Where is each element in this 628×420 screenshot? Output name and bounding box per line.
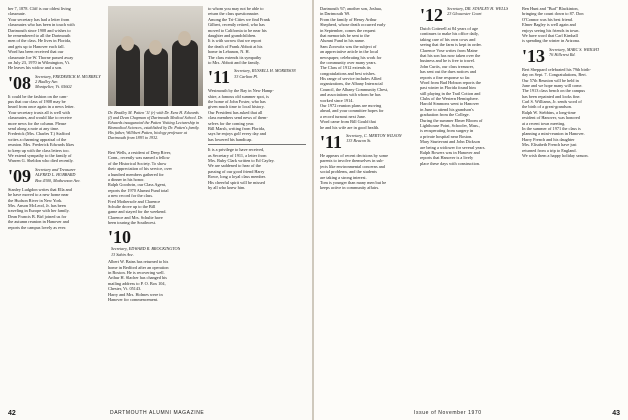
text-line: reports the 1970 Alumni Fund total — [108, 187, 169, 193]
text-line: Hanover for commencement. — [108, 296, 159, 302]
text-block — [208, 88, 306, 142]
text-line: Our 57th Reunion will be held in — [522, 77, 579, 83]
text-line: class members send news of them- — [208, 115, 268, 121]
text-line: is recuperating from surgery in — [420, 128, 474, 134]
text-line: a new record for the class. — [108, 193, 154, 199]
text-line: resident of Hanover, was honored — [522, 115, 580, 121]
text-line: in Dartmouth '69. — [320, 11, 351, 17]
text-line: Warren G. Sheldon who died recently. — [8, 158, 74, 164]
text-line: Clarence Vose writes from Maine — [420, 47, 478, 53]
text-line: It is a privilege to have received, — [208, 147, 265, 153]
text-line: Among the Tri-Cities we find Frank — [208, 16, 270, 22]
text-line: in September, comes the request — [320, 27, 376, 33]
text-line: Harry French and his daughter — [522, 136, 575, 142]
text-line: a dinner in his honor. — [108, 176, 145, 182]
text-line: home in Lebanon, N. H. — [208, 49, 250, 55]
text-line: We wish them a happy holiday season. — [522, 152, 589, 158]
text-line: Westmouth by the Bay in New Hamp- — [208, 88, 274, 94]
text-line: Dutch Cotterell at 84 years of age — [420, 26, 478, 31]
text-line: more news for the column. Please — [8, 120, 67, 126]
text-line: the autumn reunion in Hanover and — [8, 219, 69, 225]
text-line: It could be the fashion on the cam- — [8, 93, 68, 99]
text-line: Shepherd, whose death occurred early — [320, 22, 386, 28]
text-line: to whom you may not be able to — [208, 6, 264, 11]
text-line: Elmer Bagley is well again and — [522, 22, 576, 28]
class-11-addr: 33 Carlton Pl. — [234, 73, 259, 79]
text-line: Your secretary trusts all is well with — [8, 109, 70, 115]
text-line: reports the campus lovely as ever. — [8, 224, 67, 230]
text-line: past winter in Florida found him — [420, 85, 476, 91]
text-line: ber 7, 1878. Cliff is our oldest living — [8, 6, 71, 11]
text-line: keeps active in community affairs. — [320, 185, 380, 191]
text-line: return the class questionnaire. — [208, 11, 260, 17]
text-line: Conn., recently was named a fellow — [108, 155, 170, 161]
text-line: their appreciation of his service, over — [108, 166, 172, 172]
text-line: reports that Hanover is a lively — [420, 155, 474, 161]
text-line: send along a note at any time. — [8, 126, 60, 132]
text-line: a private hospital near Boston. — [420, 133, 473, 139]
text-line: Our 1972 reunion plans are moving — [320, 103, 382, 109]
text-line: on July 23, 1970 in Wilmington, Vt. — [8, 59, 71, 65]
text-line: given much time to local history. — [208, 104, 265, 110]
text-line: at a recent town meeting. — [522, 120, 566, 126]
text-line: Mrs. Elisabeth French have just — [522, 142, 577, 148]
text-line: be remembered to all the Dartmouth — [8, 32, 71, 38]
text-line: classmate. — [8, 11, 26, 17]
class-heading-12: '12 — [420, 6, 444, 25]
text-line: mailing address to P. O. Box 104, — [108, 280, 166, 286]
class-09-secretary: Secretary and Treasurer — [35, 166, 76, 172]
text-line: Fred Mothersole and Clarence — [108, 198, 161, 204]
text-line: Arthur H. Slacher has changed his — [108, 275, 167, 281]
text-line: Ben Hunt and "Bud" Blackinton, — [522, 6, 579, 11]
text-line: The class extends its sympathy — [208, 54, 262, 60]
text-line: day on Sept. 7. Congratulations, Bert. — [522, 72, 587, 78]
text-line: he have moved to a new home near — [8, 192, 69, 198]
text-line: reports a fine response so far. — [420, 74, 471, 80]
text-line: are being a widower for several years. — [420, 144, 486, 150]
photo-figure-left — [116, 44, 140, 106]
text-block — [522, 67, 622, 126]
text-line: men of the class. He lives in Florida, — [8, 38, 72, 44]
photo-caption: Dr. Bradley M. Patten '11 (r) with Dr. Ezra H. Edwards (l) and Dean Chapman of Dartmouth Medical School. Dr. Edwards inaugurated the Patten Visiting Lectureship in Biomedical Sciences, established by Dr. Patten's family. His father, Willibert Patten, biology professor at Dartmouth from 1893 to 1932. — [108, 110, 203, 140]
text-line: June and we hope many will come. — [522, 82, 583, 88]
text-line: returned from a trip to England. — [522, 147, 577, 153]
text-block — [8, 187, 104, 230]
photo-head-left — [121, 36, 134, 51]
text-line: From the family of Henry Arthur — [320, 16, 377, 22]
right-footer: Issue of November 1970 — [414, 410, 482, 416]
right-column-1 — [320, 6, 416, 406]
text-line: classmate Joe W. Thorne passed away — [8, 54, 74, 60]
text-line: to keep up with the class letters too. — [8, 147, 70, 153]
class-11-secretary: Secretary, RUSSELL H. MORRISON — [234, 68, 296, 74]
text-line: Schulte drove up to the Bill — [108, 203, 156, 209]
text-line: Our President has asked that all — [208, 109, 263, 115]
text-line: pus that our class of 1908 may be — [8, 99, 66, 105]
text-line: Dean Francis B. Birl joined us for — [8, 213, 67, 219]
text-line: Harold Simmons went to Hanover — [420, 101, 479, 107]
right-folio: 43 — [612, 410, 620, 417]
text-block — [208, 147, 306, 190]
left-folio: 42 — [8, 410, 16, 417]
text-line: Stanley Ludgdon writes that Ella and — [8, 186, 72, 192]
class-12-secretary: Secretary, DR. STANLEY H. WELLS — [447, 6, 509, 11]
text-line: enjoys seeing his friends in town. — [522, 27, 580, 33]
text-line: The 1913 class bench on the campus — [522, 88, 586, 94]
right-column-3 — [522, 6, 622, 406]
text-line: Ralph W. Stebbins, a long-time — [522, 109, 576, 115]
text-line: has been repainted and looks fine. — [522, 93, 581, 99]
text-line: moved to California to be near his — [208, 27, 267, 33]
text-line: in June to attend his grandson's — [420, 106, 474, 112]
text-line: Ralph Bowers was in Hanover and — [420, 149, 480, 155]
text-line: Mary Sturtevant and John Dickson — [420, 139, 480, 145]
text-line: that memorials be sent to the — [320, 32, 370, 38]
class-11b-secretary: Secretary, C. MERTON WILSON — [346, 132, 402, 138]
text-line: Mrs. Anson McLeod, Jr. has been — [8, 202, 66, 208]
class-11b-addr: 133 Beacon St. — [346, 138, 372, 144]
class-heading-10: '10 — [108, 227, 132, 248]
text-line: of the Historical Society. To show — [108, 160, 167, 166]
class-08-addr1: 2 Hadley Ave. — [35, 79, 59, 85]
text-line: the home of John Foster, who has — [208, 99, 266, 105]
text-line: Albert W. Bains has returned to his — [108, 259, 169, 265]
text-line: His range of service includes Allied — [320, 76, 382, 82]
text-line: shire, a famous old summer spot, is — [208, 93, 269, 99]
left-column-2 — [108, 150, 203, 405]
text-line: Rowe, long a loyal class member. — [208, 174, 266, 180]
text-line: a record turnout next June. — [320, 113, 366, 119]
text-line: the death of Frank Abbott at his — [208, 43, 263, 49]
left-footer: DARTMOUTH ALUMNI MAGAZINE — [110, 410, 205, 416]
text-line: Dartmouth since 1908 and wishes to — [8, 27, 71, 33]
class-heading-09: '09 — [8, 165, 32, 186]
text-line: ahead, and your committee hopes for — [320, 108, 384, 114]
text-line: organizations, the Albany Interracial — [320, 81, 383, 87]
text-block — [8, 94, 104, 164]
text-line: Frederick (Mrs. Charles T.) Stafford — [8, 131, 71, 137]
photo-head-center — [149, 40, 162, 55]
class-13-addr: 76 Hillcrest Rd. — [549, 52, 576, 58]
text-line: Mrs. Ruby Clark written to Ed Cayley. — [208, 157, 275, 163]
class-heading-13: '13 — [522, 45, 546, 66]
text-line: Alumni Fund in his name. — [320, 38, 365, 44]
text-line: and gets up to Hanover each fall. — [8, 43, 65, 49]
text-line: newspaper, celebrating his work for — [320, 54, 382, 60]
text-line: to Mrs. Abbott and the family. — [208, 59, 260, 65]
text-line: has lowered his handicap. — [208, 136, 253, 142]
text-line: Clubs of the Western Hemisphere. — [420, 96, 479, 102]
text-line: His cheerful spirit will be missed — [208, 179, 265, 185]
text-line: a hundred members gathered for — [108, 171, 164, 177]
text-line: We are saddened to hear of the — [208, 163, 261, 169]
text-line: home in Bedford after an operation — [108, 264, 169, 270]
class-08-addr2: Montpelier, Vt. 05602 — [35, 84, 72, 90]
text-line: Sam Zorowitz was the subject of — [320, 43, 377, 49]
text-block — [420, 26, 518, 80]
text-block — [108, 150, 203, 225]
column-rule — [208, 144, 306, 145]
text-block — [108, 259, 203, 302]
text-line: selves for the coming year. — [208, 120, 255, 126]
text-line: worked since 1914. — [320, 97, 354, 103]
text-line: Gilbert, recently retired, who has — [208, 22, 265, 28]
text-line: an appreciative article in the local — [320, 49, 379, 55]
text-line: has sent out the dues notices and — [420, 69, 477, 75]
text-line: parents to involve themselves in sub- — [320, 158, 384, 164]
text-line: Ralph Goodwin, our Class Agent, — [108, 182, 167, 188]
text-line: It is with sorrow that we report — [208, 38, 262, 44]
text-line: still playing in the Trail Cotton and — [420, 90, 481, 96]
class-10-secretary: Secretary, EDWARD R. BROCKINGTON — [111, 246, 181, 252]
text-line: We extend sympathy to the family of — [8, 152, 72, 158]
text-line: congratulations and best wishes. — [320, 70, 376, 76]
text-line: business and he is free to travel. — [420, 58, 476, 64]
text-block — [522, 126, 622, 158]
text-block — [8, 6, 104, 71]
text-line: is spending the winter in Arizona. — [522, 38, 580, 44]
photo-figure-right — [172, 40, 198, 106]
left-column-1 — [8, 6, 104, 406]
text-line: Word from Bud Hobson reports the — [420, 79, 481, 85]
text-line: Bert Sheppard celebrated his 79th birth- — [522, 66, 591, 72]
class-09-line2: ALFRED L. HUBBARD — [35, 172, 76, 178]
class-13-secretary: Secretary, MARC S. WRIGHT — [549, 46, 600, 52]
text-block — [522, 6, 622, 44]
text-line: daughter and grandchildren. — [208, 32, 257, 38]
text-block — [420, 80, 518, 118]
text-block — [208, 6, 306, 65]
text-line: in Boston. He is recovering well. — [108, 270, 165, 276]
text-line: continues to make his office daily, — [420, 31, 479, 37]
text-line: jects like environmental concerns and — [320, 163, 385, 169]
text-block — [320, 153, 416, 191]
text-line: graduation from the College. — [420, 112, 470, 118]
text-line: game and stayed for the weekend. — [108, 209, 167, 215]
text-block — [320, 6, 416, 76]
text-line: Word has been received that our — [8, 49, 64, 55]
text-line: as Secretary of 1911, a letter from — [208, 152, 267, 158]
text-line: the Hudson River in New York. — [8, 197, 63, 203]
text-line: He appears of recent decisions by some — [320, 152, 389, 158]
text-line: Carl S. Williams, Jr. sends word of — [522, 99, 582, 105]
text-line: by all who knew him. — [208, 184, 246, 190]
text-line: the community over many years. — [320, 59, 377, 65]
text-line: passing of our good friend Harry — [208, 168, 265, 174]
class-heading-11b: '11 — [320, 131, 343, 152]
text-block — [420, 118, 518, 167]
text-line: place these days with construction. — [420, 160, 481, 166]
text-line: planning a mini-reunion in Hanover. — [522, 131, 585, 137]
class-heading-11: '11 — [208, 67, 231, 88]
class-08-secretary: Secretary, FREDERICK H. MURRELY — [35, 73, 101, 79]
class-10-addr: 13 Sabin Ave. — [111, 251, 134, 257]
text-line: Council, the Albany Community Chest, — [320, 86, 389, 92]
text-line: seeing that the farm is kept in order. — [420, 42, 482, 48]
class-09-addr: Box 4300, Mathewson Ave. — [35, 177, 81, 183]
text-block — [320, 76, 416, 130]
right-page — [314, 0, 628, 420]
text-line: says he enjoys golf every day and — [208, 131, 266, 137]
text-line: writes a charming appraisal of the — [8, 136, 67, 142]
text-line: The Class of 1912 extends its — [320, 65, 371, 71]
text-line: traveling in Europe with her family. — [8, 208, 70, 214]
text-line: Clarence and Mrs. Schulte have — [108, 214, 163, 220]
class-photo — [108, 6, 203, 106]
text-line: Lighthouse Point, Schooler, Mass., — [420, 123, 481, 129]
text-line: that his son has now taken over the — [420, 52, 481, 58]
text-line: bringing the count down to 87. Don — [522, 11, 584, 17]
text-line: classmates who has been in touch with — [8, 22, 75, 28]
photo-head-right — [178, 31, 191, 46]
text-line: Your secretary has had a letter from — [8, 16, 70, 22]
right-column-2 — [420, 6, 518, 406]
text-line: We have word that Carl Kimball — [522, 32, 578, 38]
text-line: Word came from Bill Gould that — [320, 119, 376, 125]
text-line: Harry and Mrs. Holmes were in — [108, 291, 163, 297]
text-line: and associations with whom he has — [320, 92, 381, 98]
text-line: he and his wife are in good health. — [320, 124, 380, 130]
class-12-addr: 23 Gloucester Court — [447, 11, 482, 17]
photo-figure-center — [144, 48, 168, 106]
text-line: O'Connor was his best friend. — [522, 16, 574, 22]
text-line: Bill Marsh, writing from Florida, — [208, 126, 266, 132]
text-line: social problems, and the students — [320, 169, 377, 175]
text-line: are taking a strong interest. — [320, 174, 367, 180]
text-line: John Curtis, our class treasurer, — [420, 63, 475, 69]
text-line: During the summer Elmer Bloom of — [420, 117, 483, 123]
text-line: reunion. Mrs. Frederick Edwards likes — [8, 142, 75, 148]
class-heading-08: '08 — [8, 72, 32, 93]
text-line: taking care of his own cows and — [420, 36, 476, 42]
text-line: He leaves his widow and a son. — [8, 65, 63, 71]
text-line: heard from once again in a news letter. — [8, 104, 75, 110]
text-line: the birth of a great-grandson. — [522, 104, 572, 110]
left-column-3 — [208, 6, 306, 406]
text-line: In the summer of 1971 the class is — [522, 126, 581, 132]
text-line: Chester, Vt. 05143. — [108, 286, 142, 292]
text-line: Dartmouth '67; another son, Joshua, — [320, 6, 382, 11]
text-line: Bert Wells, a resident of Deep River, — [108, 150, 172, 155]
text-line: classmates, and would like to receive — [8, 115, 72, 121]
text-line: Tom is younger than many men but he — [320, 179, 387, 185]
text-line: been touring the Southwest. — [108, 220, 156, 226]
